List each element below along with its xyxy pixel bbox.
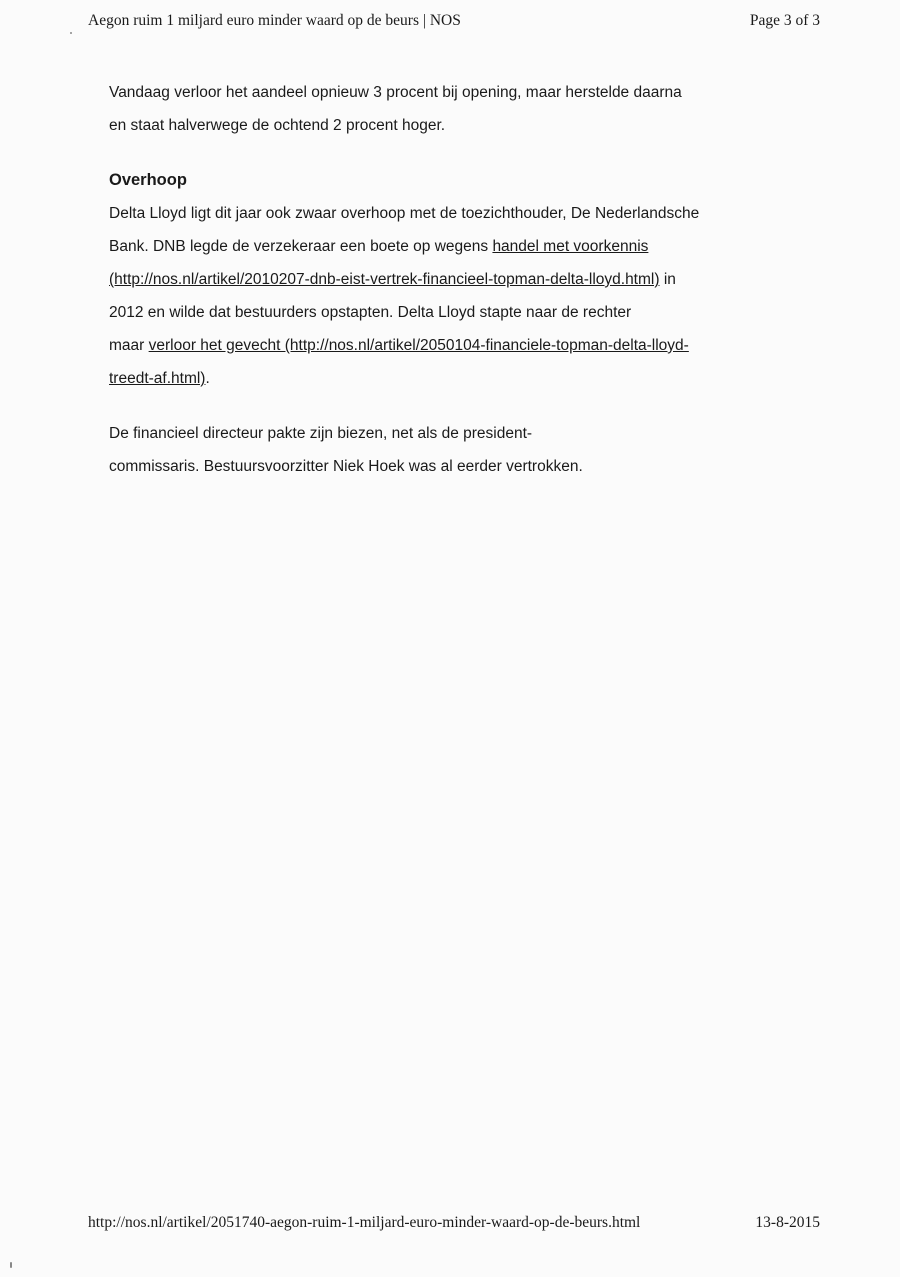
- scan-speck: [70, 32, 72, 34]
- link-handel-met-voorkennis[interactable]: handel met voorkennis: [492, 238, 649, 255]
- footer-date: 13-8-2015: [755, 1214, 820, 1231]
- paragraph-2-period: .: [205, 370, 210, 387]
- paragraph-2-maar: maar: [109, 337, 149, 354]
- section-heading: Overhoop: [109, 171, 187, 189]
- footer-url: http://nos.nl/artikel/2051740-aegon-ruim-1-miljard-euro-minder-waard-op-de-beurs.html: [88, 1214, 641, 1231]
- paragraph-3-line-1: De financieel directeur pakte zijn biezen, net als de president-: [109, 425, 533, 442]
- article-body: [109, 76, 809, 483]
- link-url-voorkennis[interactable]: (http://nos.nl/artikel/2010207-dnb-eist-vertrek-financieel-topman-delta-lloyd.html): [109, 271, 660, 288]
- page-number: Page 3 of 3: [749, 12, 820, 29]
- paragraph-2-text: Bank. DNB legde de verzekeraar een boete op wegens: [109, 238, 493, 255]
- paragraph-2-line-1: Delta Lloyd ligt dit jaar ook zwaar overhoop met de toezichthouder, De Nederlandsche: [109, 205, 700, 222]
- paragraph-2-line-2: [109, 230, 809, 263]
- paragraph-2-line-6: [109, 362, 809, 395]
- paragraph-1-line-1: Vandaag verloor het aandeel opnieuw 3 procent bij opening, maar herstelde daarna: [109, 84, 682, 101]
- page-header: [88, 12, 820, 30]
- scan-speck: [10, 1262, 12, 1268]
- paragraph-2-after-link: in: [659, 271, 676, 288]
- link-verloor-het-gevecht-cont[interactable]: treedt-af.html): [109, 370, 206, 387]
- paragraph-2-line-4: 2012 en wilde dat bestuurders opstapten. Delta Lloyd stapte naar de rechter: [109, 304, 632, 321]
- link-verloor-het-gevecht[interactable]: verloor het gevecht (http://nos.nl/artikel/2050104-financiele-topman-delta-lloyd-: [148, 337, 689, 354]
- paragraph-2-line-3: [109, 263, 809, 296]
- page-footer: [88, 1214, 820, 1232]
- paragraph-3-line-2: commissaris. Bestuursvoorzitter Niek Hoek was al eerder vertrokken.: [109, 458, 583, 475]
- paragraph-2-line-5: [109, 329, 809, 362]
- paragraph-1-line-2: en staat halverwege de ochtend 2 procent hoger.: [109, 117, 446, 134]
- header-title: Aegon ruim 1 miljard euro minder waard op de beurs | NOS: [88, 12, 461, 29]
